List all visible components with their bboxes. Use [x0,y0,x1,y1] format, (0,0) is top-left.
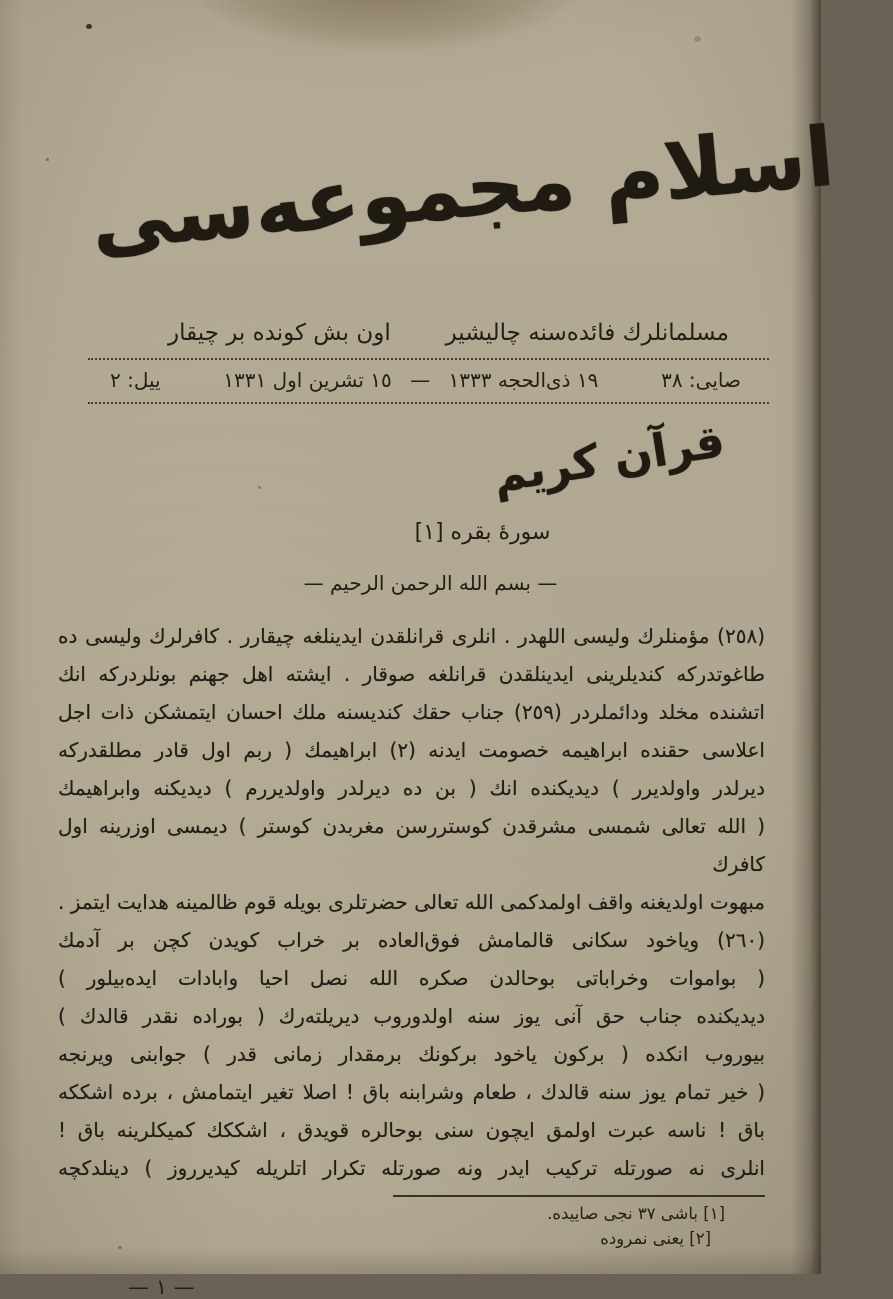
issue-dates [217,368,604,392]
article-body [58,617,765,1187]
body-line: (٢٦٠) ویاخود سكانی قالمامش فوق‌العاده بر خراب كویدن كچن بر آدمك [58,927,765,952]
footnote-1: [١] باشی ٣٧ نجی صاییده. [547,1203,725,1223]
bismillah-line: — بسم الله الرحمن الرحیم — [303,570,558,595]
body-line: بیوروب انكده ( بركون یاخود بركونك برمقدار زمانی قدر ) جوابنی ویرنجه [58,1041,765,1066]
footnotes [0,1197,821,1251]
paper-speck [694,36,701,42]
body-line: ( الله تعالی شمسی مشرقدن كوستررسن مغربدن كوستر ) دیمسی اوزرینه اول كافرك [58,813,765,876]
hijri-date: ١٩ ذی‌الحجه ١٣٣٣ [448,367,599,392]
tagline-right: مسلمانلرك فائده‌سنه چالیشیر [445,319,729,346]
masthead [0,109,838,404]
article [0,413,821,1299]
body-line: ( خیر تمام یوز سنه قالدك ، طعام وشرابنه باق ! اصلا تغیر ایتمامش ، برده اشككه [58,1079,765,1104]
body-line: ( بواموات وخراباتی بوحالدن صكره الله نصل احیا وابادات ایده‌بیلور ) [58,965,765,990]
body-line: دیدیكنده جناب حق آنی یوز سنه اولدوروب دیریلته‌رك ( بوراده نقدر قالدك ) [58,1003,765,1028]
body-line: اتشنده مخلد ودائملردر (٢٥٩) جناب حقك كندیسنه ملك احسان ایتمشكن ذات اجل [58,699,765,724]
section-heading-calligraphy: قرآن كریم [488,413,728,503]
body-line: باق ! ناسه عبرت اولمق ایچون سنی بوحالره قویدق ، اشككك كمیكلرینه باق ! [58,1117,765,1142]
tagline-left: اون بش كونده بر چیقار [168,319,391,346]
body-line: (٢٥٨) مؤمنلرك ولیسی اللهدر . انلری قرانلقدن ایدینلغه چیقارر . كافرلرك ولیسی ده [58,623,765,648]
issue-number: صایی: ٣٨ [661,367,741,392]
rumi-date: ١٥ تشرین اول ١٣٣١ [223,367,392,392]
taglines-row [0,320,821,346]
body-line: دیرلدر واولدیرر ) دیدیكنده انك ( بن ده دیرلدر واولدیررم ) دیدیكنه وابراهیمك [58,775,765,800]
paper-speck [258,486,261,489]
body-line: مبهوت اولدیغنه واقف اولمدكمی الله تعالی حضرتلری بویله قوم ظالمینه هدایت ایتمز . [58,889,765,914]
surah-title: سورهٔ بقره [١] [414,519,551,545]
date-separator: — [410,367,431,392]
paper-speck [86,24,92,29]
magazine-title-calligraphy: اسلام مجموعه‌سی [87,109,838,269]
body-line: اعلاسی حقنده ابراهیمه خصومت ایدنه (٢) ابراهیمك ( ربم اول قادر مطلقدركه [58,737,765,762]
body-line: انلری نه صورتله تركیب ایدر ونه صورتله تكرار اتلریله كیدیرروز ) دینلدكچه [58,1155,765,1180]
footnote-2: [٢] یعنی نمروده [600,1228,711,1248]
page-number: — ١ — [128,1274,195,1299]
paper-speck [118,1246,122,1249]
year-number: ییل: ٢ [110,367,161,392]
issue-info-band [88,358,769,404]
body-line: طاغوتدركه كندیلرینی ایدینلقدن قرانلغه صوقار . ایشته اهل جهنم بونلردركه انك [58,661,765,686]
